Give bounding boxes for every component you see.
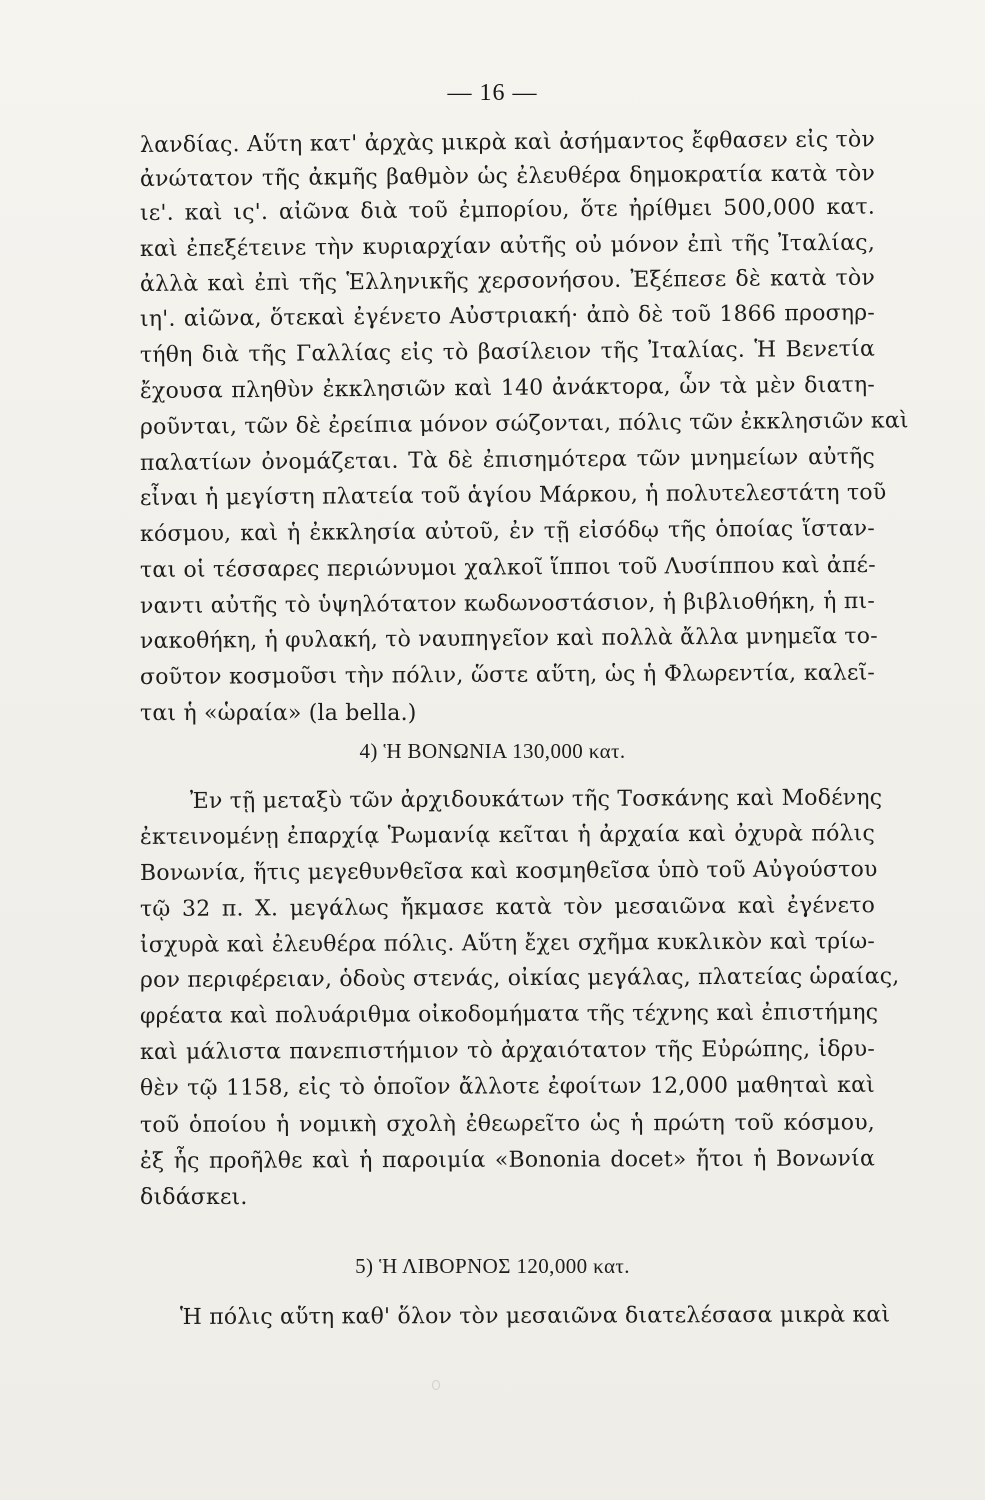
text-line: Ἡ πόλις αὕτη καθ' ὅλον τὸν μεσαιῶνα διατελέσασα μικρὰ καὶ <box>179 1302 891 1330</box>
text-line: διδάσκει. <box>140 1185 248 1210</box>
text-line: ἔχουσα πληθὺν ἐκκλησιῶν καὶ 140 ἀνάκτορα, ὧν τὰ μὲν διατη- <box>139 372 876 404</box>
text-line: θὲν τῷ 1158, εἰς τὸ ὁποῖον ἄλλοτε ἐφοίτων 12,000 μαθηταὶ καὶ <box>139 1072 876 1101</box>
text-line: τῷ 32 π. Χ. μεγάλως ἤκμασε κατὰ τὸν μεσαιῶνα καὶ ἐγένετο <box>139 893 876 922</box>
section-heading-livorno: 5) Ἡ ΛΙΒΟΡΝΟΣ 120,000 κατ. <box>355 1254 630 1278</box>
text-line: παλατίων ὀνομάζεται. Τὰ δὲ ἐπισημότερα τῶν μνημείων αὐτῆς <box>139 444 876 476</box>
text-line: φρέατα καὶ πολυάριθμα οἰκοδομήματα τῆς τέχνης καὶ ἐπιστήμης <box>139 1000 879 1029</box>
text-line: καὶ μάλιστα πανεπιστήμιον τὸ ἀρχαιότατον τῆς Εὐρώπης, ἱδρυ- <box>139 1036 876 1065</box>
text-line: καὶ ἐπεξέτεινε τὴν κυριαρχίαν αὐτῆς οὐ μόνον ἐπὶ τῆς Ἰταλίας, <box>139 230 876 262</box>
section-heading-bologna: 4) Ἡ ΒΟΝΩΝΙΑ 130,000 κατ. <box>359 739 626 763</box>
text-line: ἐξ ἧς προῆλθε καὶ ἡ παροιμία «Bononia docet» ἤτοι ἡ Βονωνία <box>139 1146 876 1174</box>
text-line: ναντι αὐτῆς τὸ ὑψηλότατον κωδωνοστάσιον, ἡ βιβλιοθήκη, ἡ πι- <box>139 588 876 619</box>
text-line: ιε'. καὶ ις'. αἰῶνα διὰ τοῦ ἐμπορίου, ὅτε ἠρίθμει 500,000 κατ. <box>139 194 876 226</box>
text-line: τοῦ ὁποίου ἡ νομικὴ σχολὴ ἐθεωρεῖτο ὡς ἡ πρώτη τοῦ κόσμου, <box>139 1110 876 1138</box>
text-line: ἐκτεινομένῃ ἐπαρχίᾳ Ῥωμανίᾳ κεῖται ἡ ἀρχαία καὶ ὀχυρὰ πόλις <box>139 821 876 850</box>
text-line: σοῦτον κοσμοῦσι τὴν πόλιν, ὥστε αὕτη, ὡς ἡ Φλωρεντία, καλεῖ- <box>139 660 876 690</box>
paper-speck <box>432 1380 440 1390</box>
text-line: κόσμου, καὶ ἡ ἐκκλησία αὐτοῦ, ἐν τῇ εἰσόδῳ τῆς ὁποίας ἵσταν- <box>139 516 876 547</box>
text-line: νακοθήκη, ἡ φυλακή, τὸ ναυπηγεῖον καὶ πολλὰ ἄλλα μνημεῖα το- <box>139 623 878 654</box>
text-line: ται οἱ τέσσαρες περιώνυμοι χαλκοῖ ἵπποι τοῦ Λυσίππου καὶ ἀπέ- <box>139 552 876 583</box>
text-line: ἀνώτατον τῆς ἀκμῆς βαθμὸν ὡς ἐλευθέρα δημοκρατία κατὰ τὸν <box>139 161 876 192</box>
text-line: ται ἡ «ὡραία» (la bella.) <box>140 701 417 726</box>
text-line: ροῦνται, τῶν δὲ ἐρείπια μόνον σώζονται, πόλις τῶν ἐκκλησιῶν καὶ <box>139 408 909 440</box>
text-line: ἀλλὰ καὶ ἐπὶ τῆς Ἑλληνικῆς χερσονήσου. Ἐξέπεσε δὲ κατὰ τὸν <box>139 265 876 297</box>
text-line: ιη'. αἰῶνα, ὅτεκαὶ ἐγένετο Αὐστριακή· ἀπὸ δὲ τοῦ 1866 προσηρ- <box>139 300 876 332</box>
page-number: — 16 — <box>447 80 538 106</box>
text-line: ἰσχυρὰ καὶ ἐλευθέρα πόλις. Αὕτη ἔχει σχῆμα κυκλικὸν καὶ τρίω- <box>139 929 876 958</box>
text-line: ρον περιφέρειαν, ὁδοὺς στενάς, οἰκίας μεγάλας, πλατείας ὡραίας, <box>139 964 900 993</box>
text-line: εἶναι ἡ μεγίστη πλατεία τοῦ ἁγίου Μάρκου, ἡ πολυτελεστάτη τοῦ <box>139 480 887 511</box>
text-line: λανδίας. Αὕτη κατ' ἀρχὰς μικρὰ καὶ ἀσήμαντος ἔφθασεν εἰς τὸν <box>139 127 876 158</box>
text-line: τήθη διὰ τῆς Γαλλίας εἰς τὸ βασίλειον τῆς Ἰταλίας. Ἡ Βενετία <box>139 336 876 368</box>
text-line: Βονωνία, ἥτις μεγεθυνθεῖσα καὶ κοσμηθεῖσα ὑπὸ τοῦ Αὐγούστου <box>139 857 878 886</box>
text-line: Ἐν τῇ μεταξὺ τῶν ἀρχιδουκάτων τῆς Τοσκάνης καὶ Μοδένης <box>189 785 883 814</box>
